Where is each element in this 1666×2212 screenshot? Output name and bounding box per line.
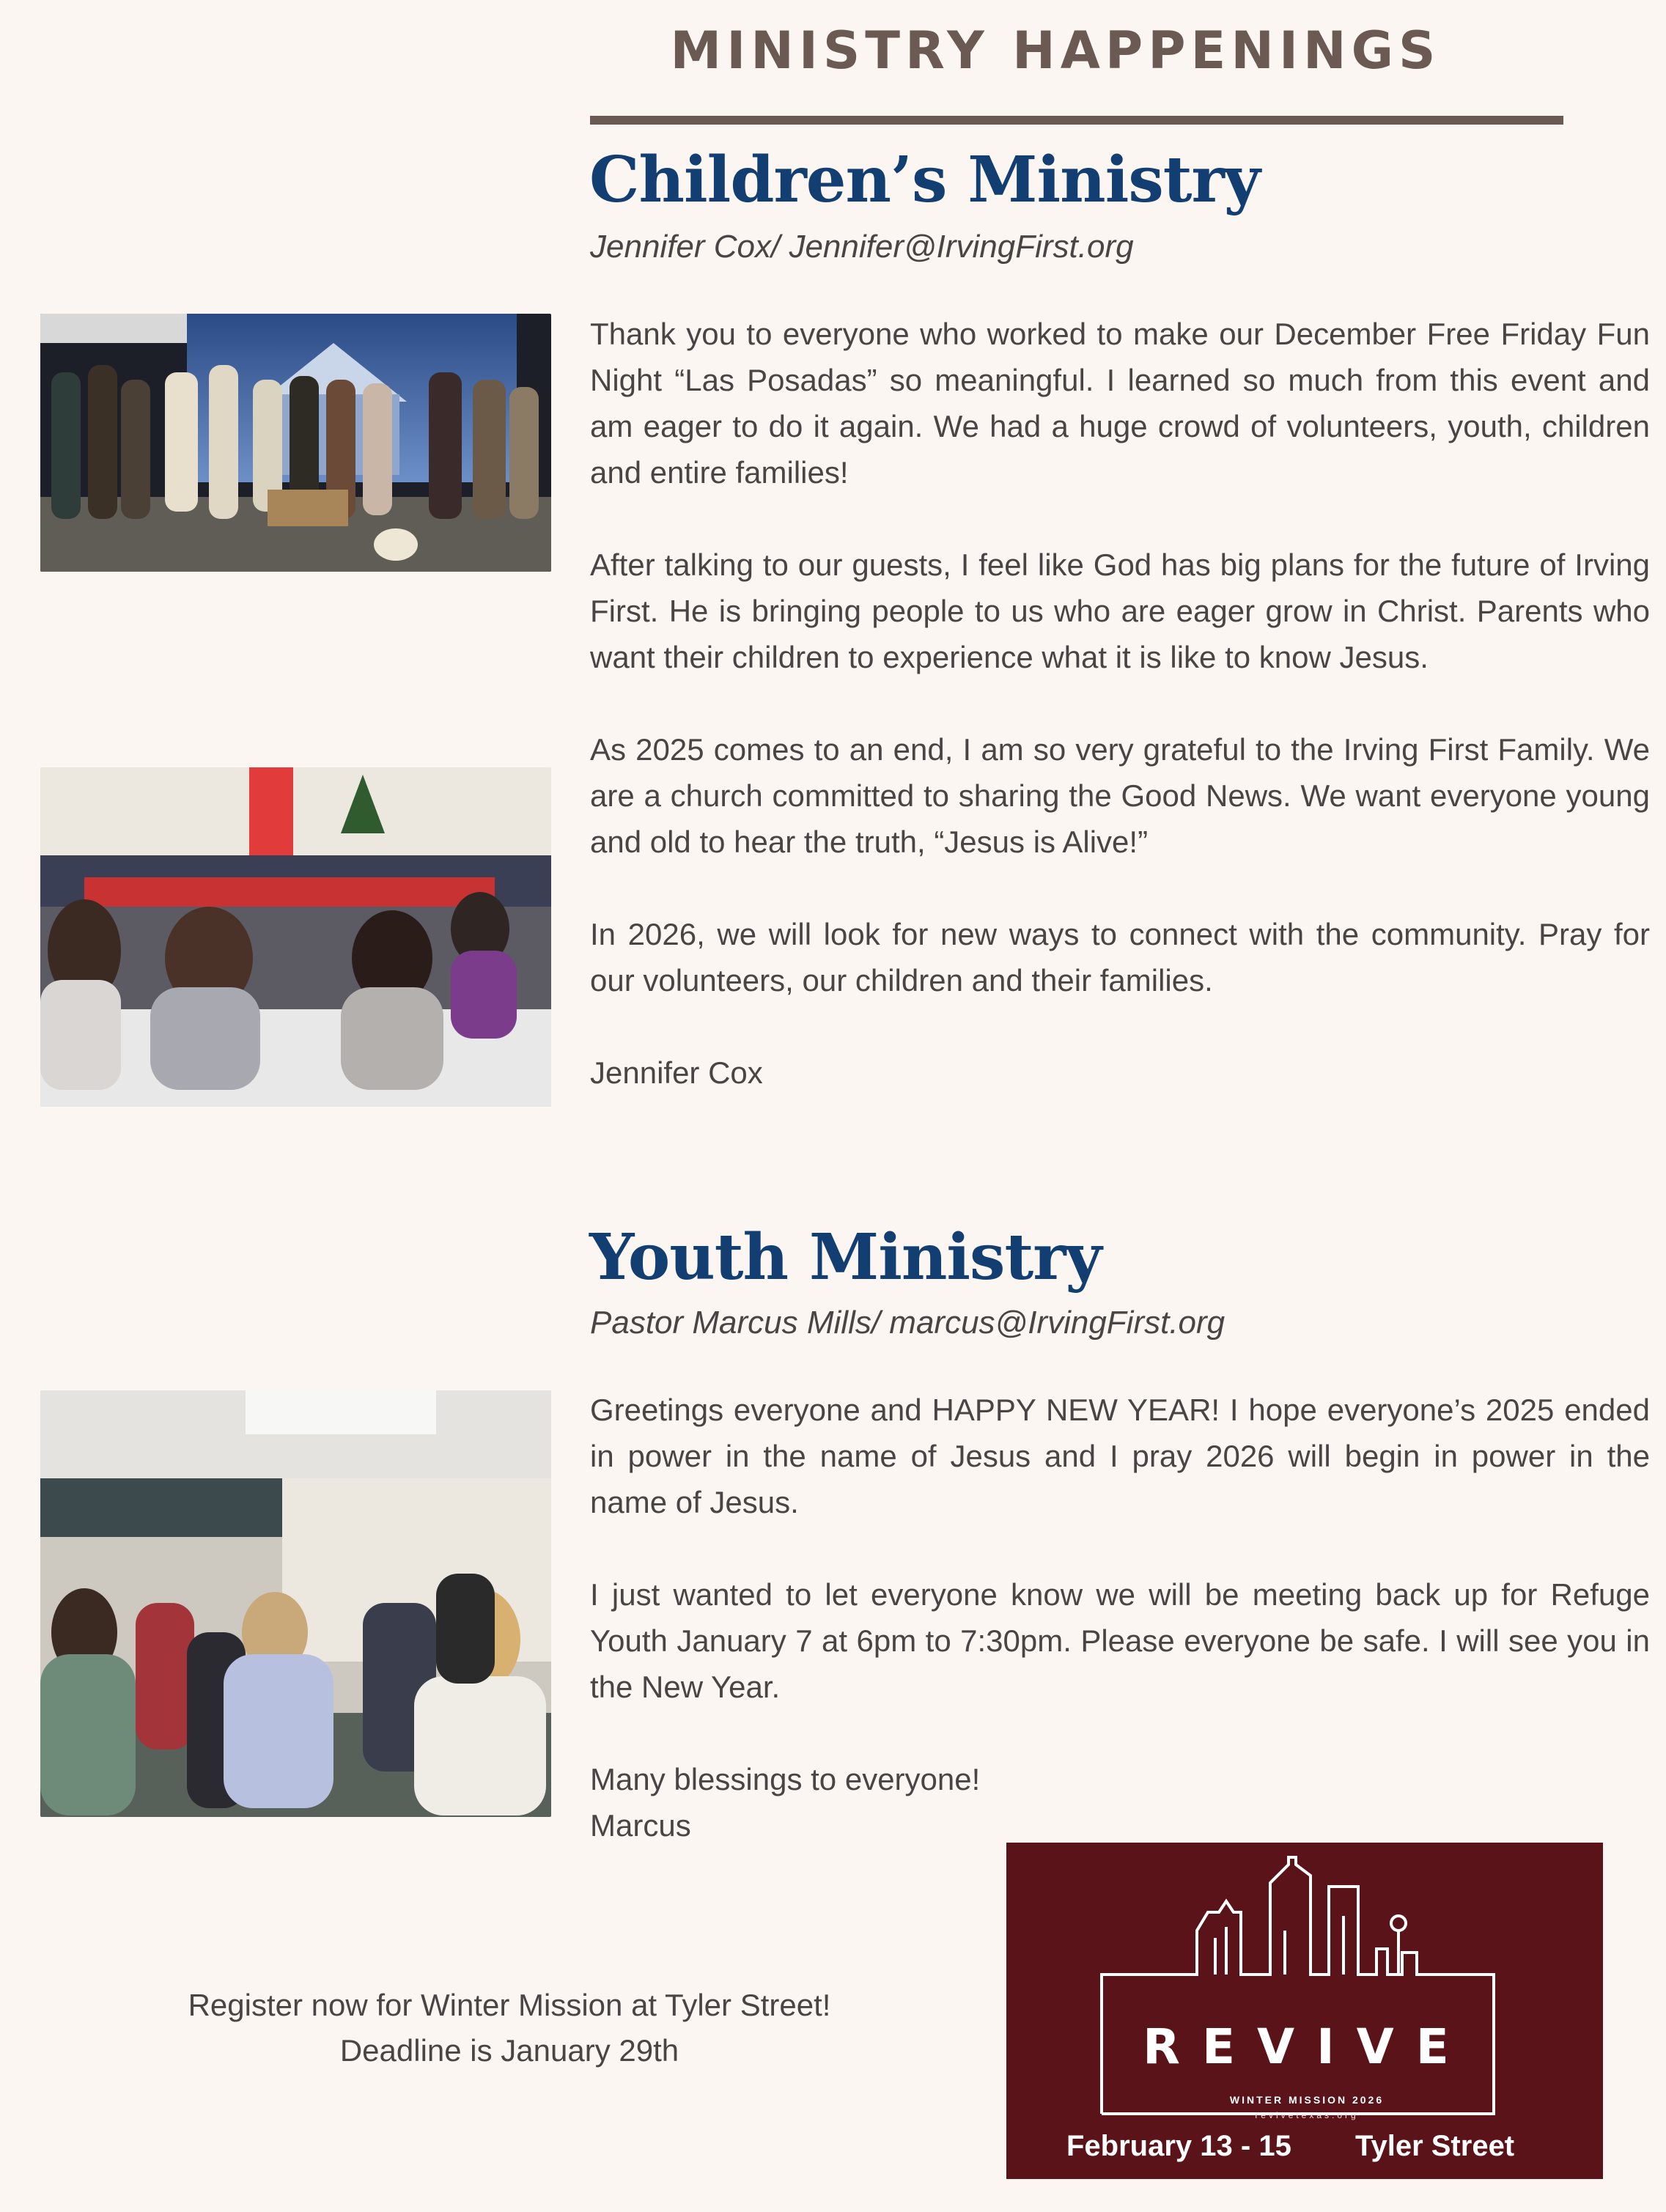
- paragraph: As 2025 comes to an end, I am so very grateful to the Irving First Family. We are a church committed to sharing the Good News. We want everyone young and old to hear the truth, “Jesus is Alive!”: [590, 732, 1650, 859]
- youth-ministry-body: [590, 1387, 1650, 1848]
- las-posadas-nativity-photo: [40, 314, 551, 572]
- youth-ministry-contact: Pastor Marcus Mills/ marcus@IrvingFirst.org: [590, 1305, 1225, 1341]
- youth-ministry-title: Youth Ministry: [589, 1220, 1102, 1294]
- childrens-ministry-body: [590, 311, 1650, 1096]
- heading-divider: [590, 116, 1563, 125]
- paragraph: Thank you to everyone who worked to make our December Free Friday Fun Night “Las Posadas” so meaningful. I learned so much from this event and am eager to do it again. We had a huge crowd of volunteers, youth, children and entire families!: [590, 317, 1650, 490]
- childrens-ministry-title: Children’s Ministry: [589, 143, 1260, 217]
- revive-dates: February 13 - 15: [1066, 2130, 1291, 2162]
- deadline-line: Deadline is January 29th: [339, 2033, 679, 2068]
- closing-line: Many blessings to everyone!: [590, 1762, 981, 1796]
- fun-night-children-photo: [40, 767, 551, 1107]
- paragraph: In 2026, we will look for new ways to connect with the community. Pray for our volunteers, our children and their families.: [590, 917, 1650, 998]
- signature: Jennifer Cox: [590, 1055, 763, 1090]
- revive-title: REVIVE: [1143, 2019, 1471, 2075]
- paragraph: I just wanted to let everyone know we will be meeting back up for Refuge Youth January 7 at 6pm to 7:30pm. Please everyone be safe. I will see you in the New Year.: [590, 1577, 1650, 1704]
- revive-location: Tyler Street: [1355, 2130, 1515, 2162]
- register-line: Register now for Winter Mission at Tyler Street!: [188, 1988, 831, 2022]
- revive-url: revivetexas.org: [1255, 2110, 1359, 2120]
- revive-subtitle: WINTER MISSION 2026: [1229, 2094, 1385, 2106]
- page-heading: MINISTRY HAPPENINGS: [670, 21, 1441, 81]
- paragraph: Greetings everyone and HAPPY NEW YEAR! I hope everyone’s 2025 ended in power in the name of Jesus and I pray 2026 will begin in power in the name of Jesus.: [590, 1393, 1650, 1519]
- signature: Marcus: [590, 1808, 691, 1843]
- childrens-ministry-contact: Jennifer Cox/ Jennifer@IrvingFirst.org: [590, 229, 1134, 265]
- paragraph: After talking to our guests, I feel like God has big plans for the future of Irving First. He is bringing people to us who are eager grow in Christ. Parents who want their children to experience what it is like to know Jesus.: [590, 548, 1650, 674]
- register-notice: [110, 1983, 909, 2073]
- youth-group-photo: [40, 1390, 551, 1817]
- city-skyline-icon: [1006, 1843, 1603, 2179]
- revive-banner: [1006, 1843, 1603, 2179]
